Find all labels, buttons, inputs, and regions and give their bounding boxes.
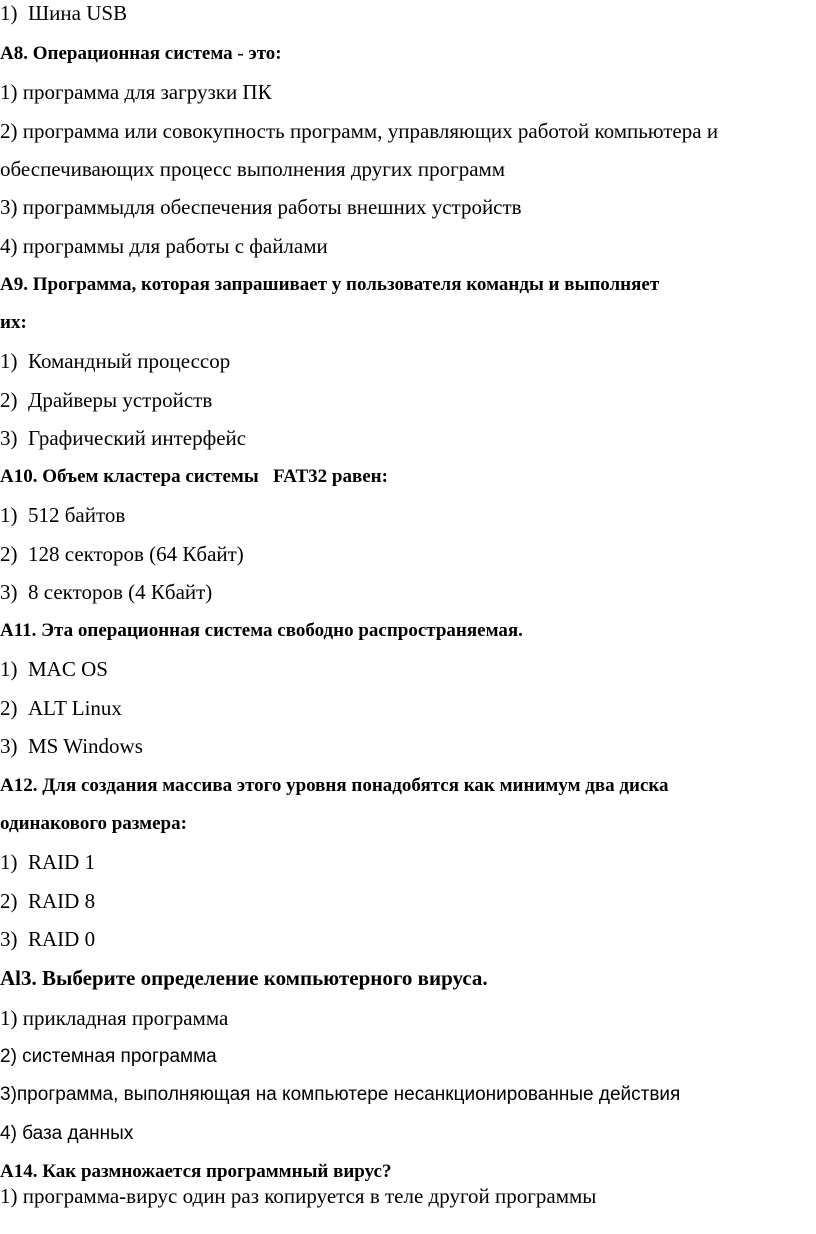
answer-line [0, 659, 108, 680]
answer-line [0, 698, 122, 719]
answer-text: MAC OS [28, 657, 108, 681]
answer-number: 3) [0, 426, 18, 450]
answer-line: 1) прикладная программа [0, 1006, 229, 1030]
answer-number: 1) [0, 850, 18, 874]
answer-number: 3) [0, 734, 18, 758]
answer-text: ALT Linux [28, 696, 122, 720]
question-heading-a12-cont: одинакового размера: [0, 813, 187, 834]
answer-text: Драйверы устройств [28, 388, 213, 412]
answer-text: Командный процессор [28, 349, 231, 373]
answer-number: 1) [0, 1, 18, 25]
question-heading-a8: А8. Операционная система - это: [0, 43, 282, 64]
answer-line: 4) база данных [0, 1123, 134, 1144]
answer-line: 2) программа или совокупность программ, управляющих работой компьютера и [0, 119, 719, 143]
answer-text: 128 секторов (64 Кбайт) [28, 542, 244, 566]
answer-line [0, 505, 125, 526]
question-heading-a12: А12. Для создания массива этого уровня понадобятся как минимум два диска [0, 775, 669, 796]
answer-line [0, 852, 95, 873]
answer-number: 1) [0, 503, 18, 527]
question-heading-a13: Аl3. Выберите определение компьютерного вируса. [0, 966, 488, 990]
answer-line: 1) программа-вирус один раз копируется в теле другой программы [0, 1184, 597, 1208]
question-heading-a9-cont: их: [0, 312, 27, 333]
answer-text: MS Windows [28, 734, 143, 758]
answer-text: RAID 8 [28, 889, 96, 913]
question-heading-a11: А11. Эта операционная система свободно распространяемая. [0, 620, 523, 641]
answer-number: 2) [0, 696, 18, 720]
question-heading-a9: А9. Программа, которая запрашивает у пользователя команды и выполняет [0, 274, 660, 295]
answer-line [0, 544, 244, 565]
answer-text: 8 секторов (4 Кбайт) [28, 580, 213, 604]
answer-number: 2) [0, 889, 18, 913]
question-heading-a14: А14. Как размножается программный вирус? [0, 1161, 392, 1182]
answer-line: 1) программа для загрузки ПК [0, 80, 272, 104]
answer-text: Шина USB [28, 1, 128, 25]
answer-line [0, 736, 143, 757]
answer-line [0, 351, 230, 372]
answer-line: 3)программа, выполняющая на компьютере несанкционированные действия [0, 1084, 681, 1105]
answer-text: Графический интерфейс [28, 426, 247, 450]
answer-line [0, 582, 212, 603]
answer-number: 2) [0, 542, 18, 566]
answer-line [0, 891, 95, 912]
question-heading-a10: А10. Объем кластера системы FAT32 равен: [0, 466, 388, 487]
answer-line: 2) системная программа [0, 1046, 217, 1067]
answer-text: 512 байтов [28, 503, 126, 527]
answer-text: RAID 1 [28, 850, 96, 874]
answer-line: 3) программыдля обеспечения работы внешних устройств [0, 195, 522, 219]
answer-number: 2) [0, 388, 18, 412]
answer-line: 4) программы для работы с файлами [0, 234, 328, 258]
answer-number: 3) [0, 927, 18, 951]
answer-number: 3) [0, 580, 18, 604]
answer-line [0, 428, 246, 449]
answer-line [0, 390, 212, 411]
answer-number: 1) [0, 657, 18, 681]
answer-text: RAID 0 [28, 927, 96, 951]
answer-number: 1) [0, 349, 18, 373]
answer-line [0, 3, 127, 24]
answer-line: обеспечивающих процесс выполнения других программ [0, 157, 506, 181]
answer-line [0, 929, 95, 950]
